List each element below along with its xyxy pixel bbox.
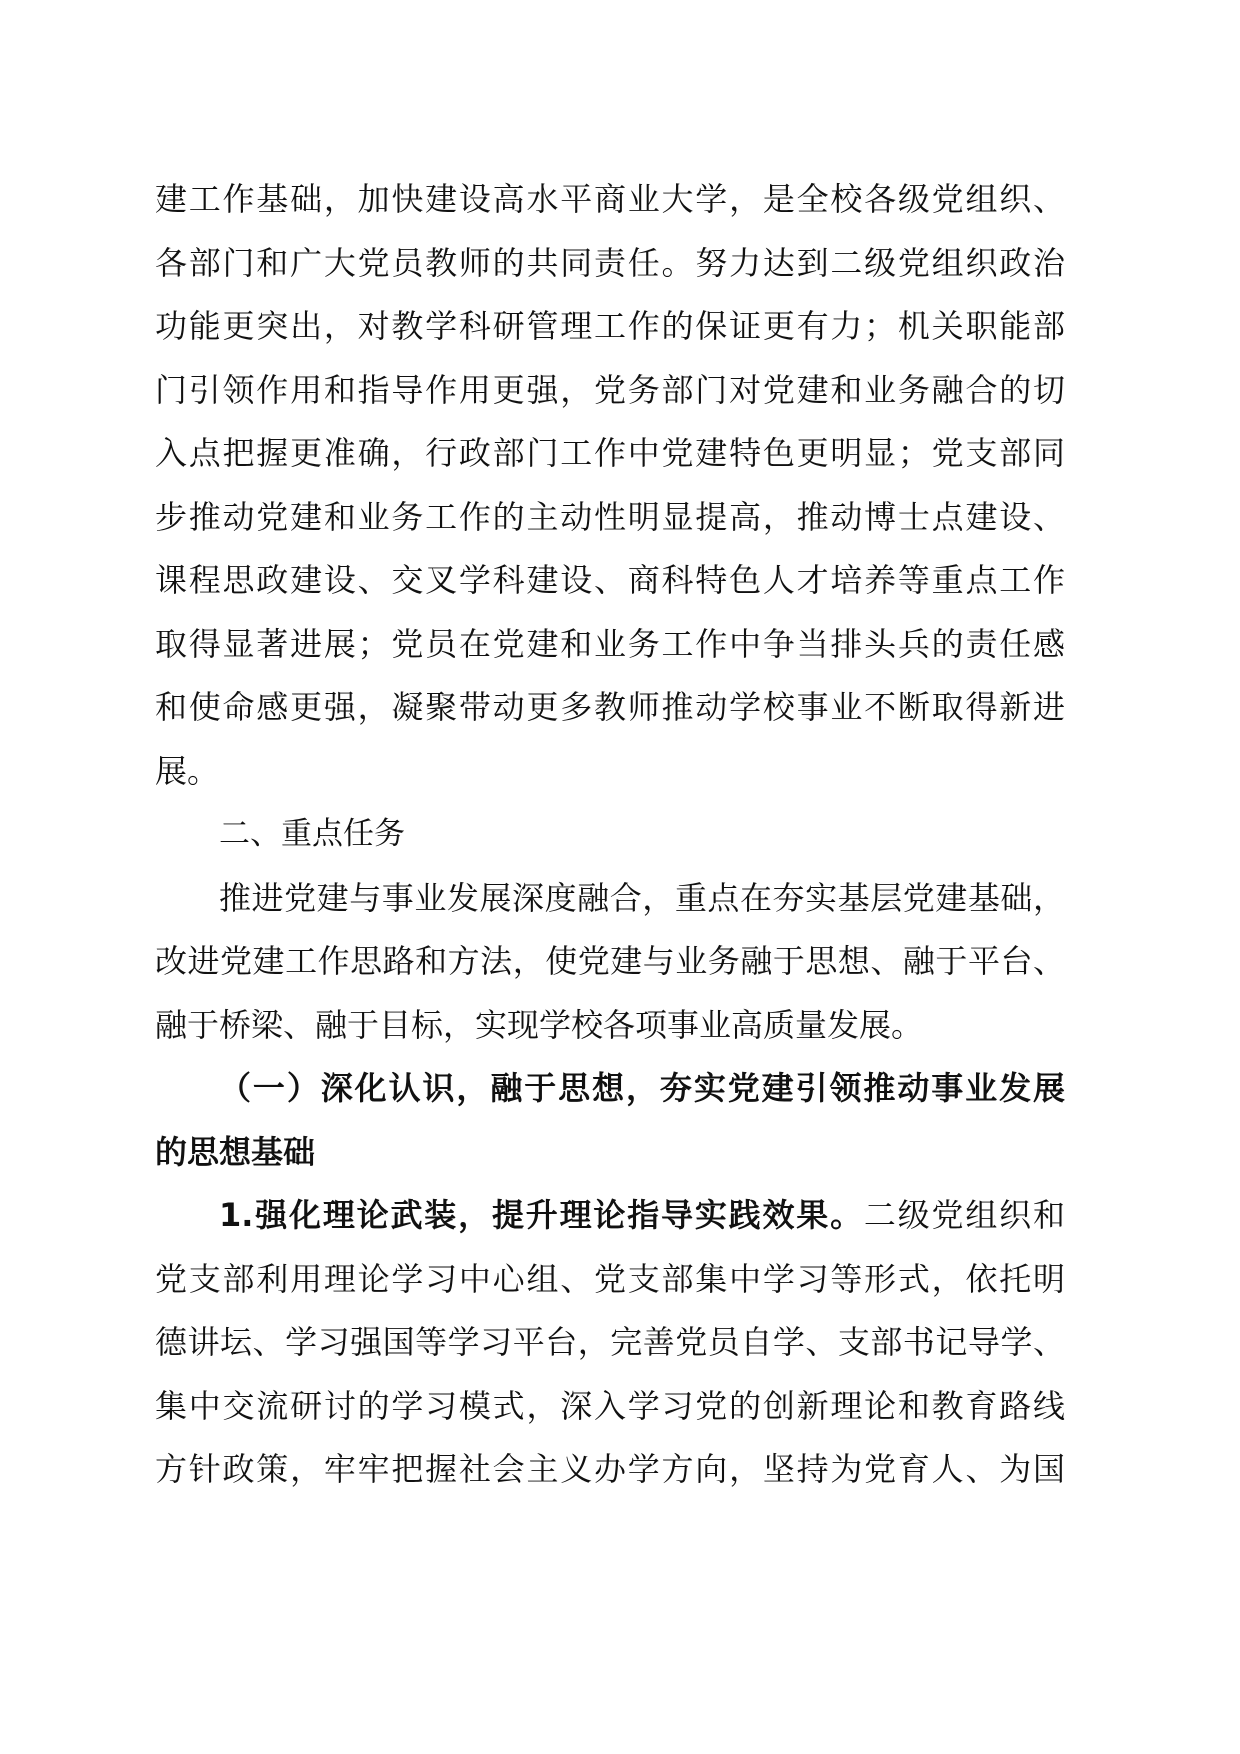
text-line: 集中交流研讨的学习模式，深入学习党的创新理论和教育路线 — [155, 1386, 1065, 1425]
text-line: 党支部利用理论学习中心组、党支部集中学习等形式，依托明 — [155, 1259, 1065, 1298]
text-line: 和使命感更强，凝聚带动更多教师推动学校事业不断取得新进 — [155, 688, 1065, 726]
text-line: 推进党建与事业发展深度融合，重点在夯实基层党建基础， — [219, 878, 1065, 917]
document-body — [155, 168, 1065, 1502]
subsection-heading-line: （一）深化认识，融于思想，夯实党建引领推动事业发展 — [219, 1069, 1065, 1107]
text-line: 步推动党建和业务工作的主动性明显提高，推动博士点建设、 — [155, 497, 1065, 536]
text-line: 各部门和广大党员教师的共同责任。努力达到二级党组织政治 — [155, 243, 1065, 282]
text-line: 建工作基础，加快建设高水平商业大学，是全校各级党组织、 — [155, 180, 1065, 218]
text-line: 课程思政建设、交叉学科建设、商科特色人才培养等重点工作 — [155, 561, 1065, 599]
item-lead-rest: 二级党组织和 — [863, 1196, 1065, 1234]
text-line: 入点把握更准确，行政部门工作中党建特色更明显；党支部同 — [155, 434, 1065, 472]
paragraph-key-tasks — [155, 867, 1065, 1058]
subsection-heading — [155, 1057, 1065, 1184]
section-heading: 二、重点任务 — [219, 816, 405, 852]
text-line: 功能更突出，对教学科研管理工作的保证更有力；机关职能部 — [155, 307, 1065, 345]
item-theory-study — [155, 1184, 1065, 1502]
subsection-heading-line: 的思想基础 — [155, 1132, 316, 1171]
text-line: 取得显著进展；党员在党建和业务工作中争当排头兵的责任感 — [155, 624, 1065, 663]
text-line: 改进党建工作思路和方法，使党建与业务融于思想、融于平台、 — [155, 942, 1065, 980]
text-line: 方针政策，牢牢把握社会主义办学方向，坚持为党育人、为国 — [155, 1450, 1065, 1488]
text-line: 融于桥梁、融于目标，实现学校各项事业高质量发展。 — [155, 1005, 924, 1044]
item-first-line — [155, 1184, 1065, 1248]
text-line: 门引领作用和指导作用更强，党务部门对党建和业务融合的切 — [155, 370, 1065, 409]
paragraph-goals — [155, 168, 1065, 803]
text-line: 展。 — [155, 751, 220, 790]
item-lead: 1.强化理论武装，提升理论指导实践效果。 — [219, 1196, 864, 1234]
text-line: 德讲坛、学习强国等学习平台，完善党员自学、支部书记导学、 — [155, 1323, 1065, 1361]
